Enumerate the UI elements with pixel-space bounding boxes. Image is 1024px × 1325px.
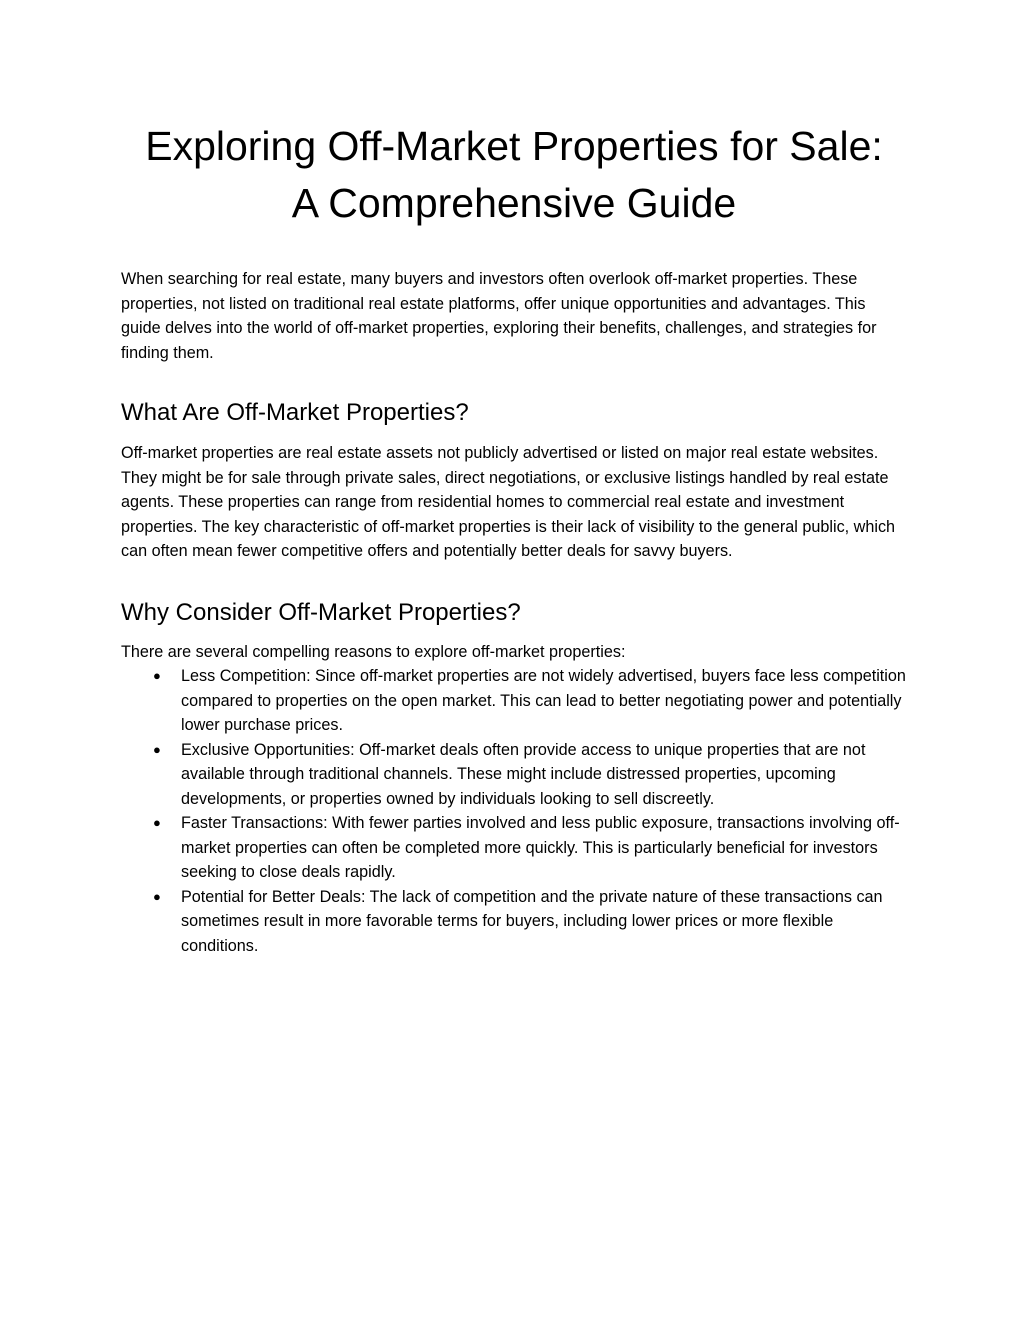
document-title xyxy=(121,118,907,232)
section-body-why-consider: There are several compelling reasons to explore off-market properties: xyxy=(121,642,626,661)
list-item xyxy=(121,811,907,885)
list-item-text: Exclusive Opportunities: Off-market deals often provide access to unique properties that are not available through traditional channels. These might include distressed properties, upcoming developments, or properties owned by individuals looking to sell discreetly. xyxy=(181,740,866,808)
list-item-text: Faster Transactions: With fewer parties involved and less public exposure, transactions involving off-market properties can often be completed more quickly. This is particularly beneficial for investors seeking to close deals rapidly. xyxy=(181,814,900,881)
list-item-text: Potential for Better Deals: The lack of competition and the private nature of these transactions can sometimes result in more favorable terms for buyers, including lower prices or more flexible conditions. xyxy=(181,887,883,955)
title-line-1: Exploring Off-Market Properties for Sale: xyxy=(145,123,883,169)
document-page xyxy=(121,118,907,958)
intro-paragraph: When searching for real estate, many buyers and investors often overlook off-market properties. These properties, not listed on traditional real estate platforms, offer unique opportunities and advantages. This guide delves into the world of off-market properties, exploring their benefits, challenges, and strategies for finding them. xyxy=(121,270,877,362)
section-heading-why-consider: Why Consider Off-Market Properties? xyxy=(121,598,521,626)
section-body-what-are: Off-market properties are real estate assets not publicly advertised or listed on major real estate websites. They might be for sale through private sales, direct negotiations, or exclusive listings handled by real estate agents. These properties can range from residential homes to commercial real estate and investment properties. The key characteristic of off-market properties is their lack of visibility to the general public, which can often mean fewer competitive offers and potentially better deals for savvy buyers. xyxy=(121,444,896,560)
bullet-icon: ● xyxy=(153,888,161,904)
benefits-list xyxy=(121,664,907,958)
list-item xyxy=(121,664,907,738)
title-line-2: A Comprehensive Guide xyxy=(291,180,737,226)
list-item-text: Less Competition: Since off-market properties are not widely advertised, buyers face less competition compared to properties on the open market. This can lead to better negotiating power and potentially lower purchase prices. xyxy=(181,667,906,734)
bullet-icon: ● xyxy=(153,668,161,683)
list-item xyxy=(121,885,907,959)
bullet-icon: ● xyxy=(153,815,161,830)
bullet-icon: ● xyxy=(153,741,161,757)
list-item xyxy=(121,738,907,812)
section-heading-what-are: What Are Off-Market Properties? xyxy=(121,399,469,426)
